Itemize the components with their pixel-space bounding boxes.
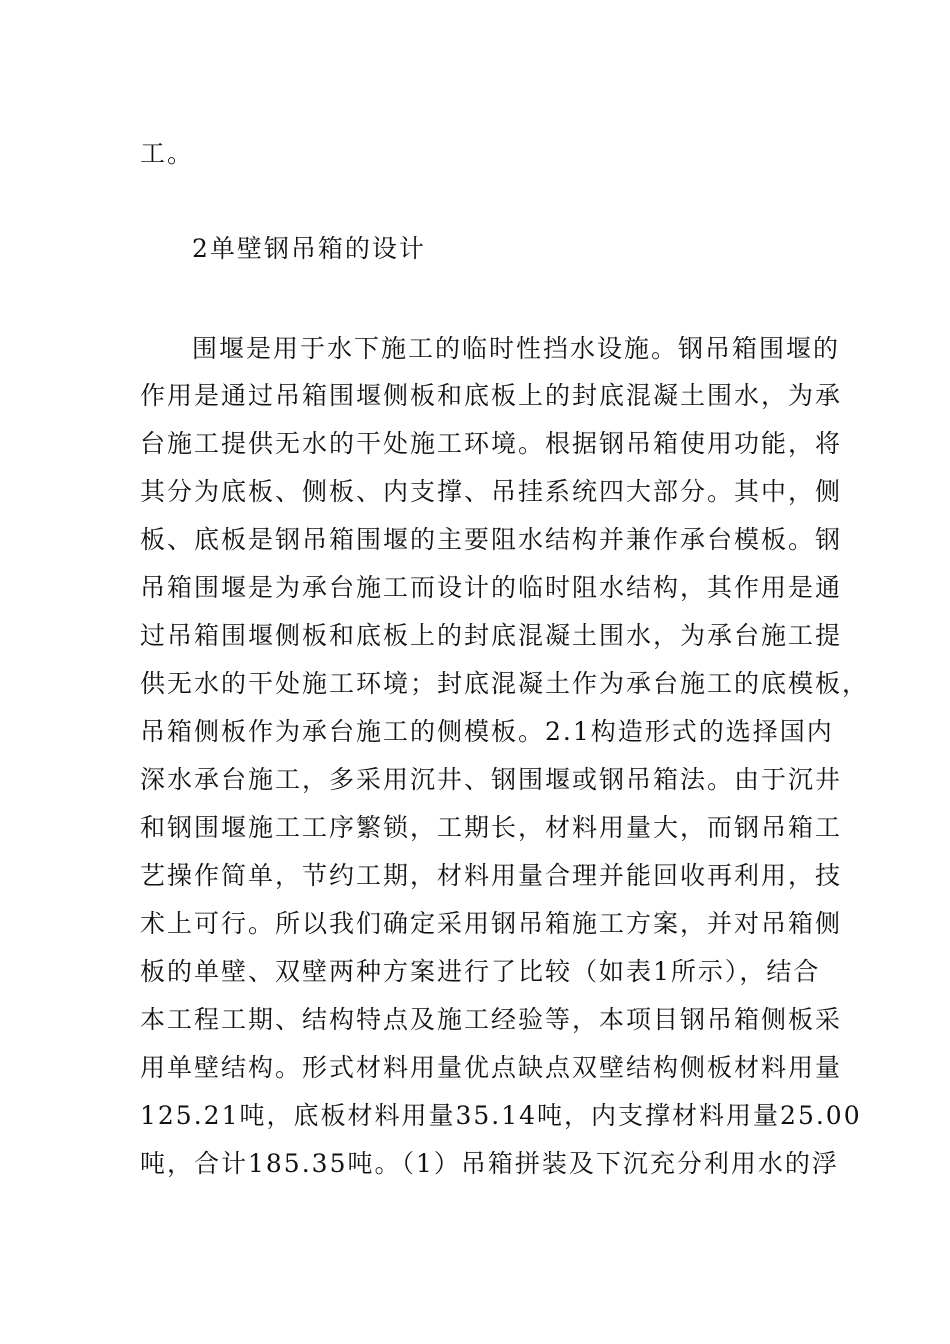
paragraph-line: 作用是通过吊箱围堰侧板和底板上的封底混凝土围水，为承 — [140, 381, 843, 410]
section-heading: 2单壁钢吊箱的设计 — [192, 234, 426, 263]
paragraph-line: 吊箱侧板作为承台施工的侧模板。2.1构造形式的选择国内 — [140, 717, 834, 746]
paragraph-line: 围堰是用于水下施工的临时性挡水设施。钢吊箱围堰的 — [192, 334, 841, 363]
paragraph-line: 吊箱围堰是为承台施工而设计的临时阻水结构，其作用是通 — [140, 573, 843, 602]
continued-text-line: 工。 — [140, 139, 195, 168]
paragraph-line: 过吊箱围堰侧板和底板上的封底混凝土围水，为承台施工提 — [140, 621, 843, 650]
paragraph-line: 供无水的干处施工环境；封底混凝土作为承台施工的底模板， — [140, 669, 870, 698]
paragraph-line: 吨，合计185.35吨。（1）吊箱拼装及下沉充分利用水的浮 — [140, 1149, 839, 1178]
paragraph-line: 艺操作简单，节约工期，材料用量合理并能回收再利用，技 — [140, 861, 843, 890]
paragraph-line: 板的单壁、双壁两种方案进行了比较（如表1所示），结合 — [140, 957, 821, 986]
paragraph-line: 本工程工期、结构特点及施工经验等，本项目钢吊箱侧板采 — [140, 1005, 843, 1034]
paragraph-line: 板、底板是钢吊箱围堰的主要阻水结构并兼作承台模板。钢 — [140, 525, 843, 554]
paragraph-line: 其分为底板、侧板、内支撑、吊挂系统四大部分。其中，侧 — [140, 477, 843, 506]
paragraph-line: 用单壁结构。形式材料用量优点缺点双壁结构侧板材料用量 — [140, 1053, 843, 1082]
paragraph-line: 术上可行。所以我们确定采用钢吊箱施工方案，并对吊箱侧 — [140, 909, 843, 938]
paragraph-line: 深水承台施工，多采用沉井、钢围堰或钢吊箱法。由于沉井 — [140, 765, 843, 794]
paragraph-line: 台施工提供无水的干处施工环境。根据钢吊箱使用功能，将 — [140, 429, 843, 458]
paragraph-line: 125.21吨，底板材料用量35.14吨，内支撑材料用量25.00 — [140, 1101, 862, 1130]
paragraph-line: 和钢围堰施工工序繁锁，工期长，材料用量大，而钢吊箱工 — [140, 813, 843, 842]
